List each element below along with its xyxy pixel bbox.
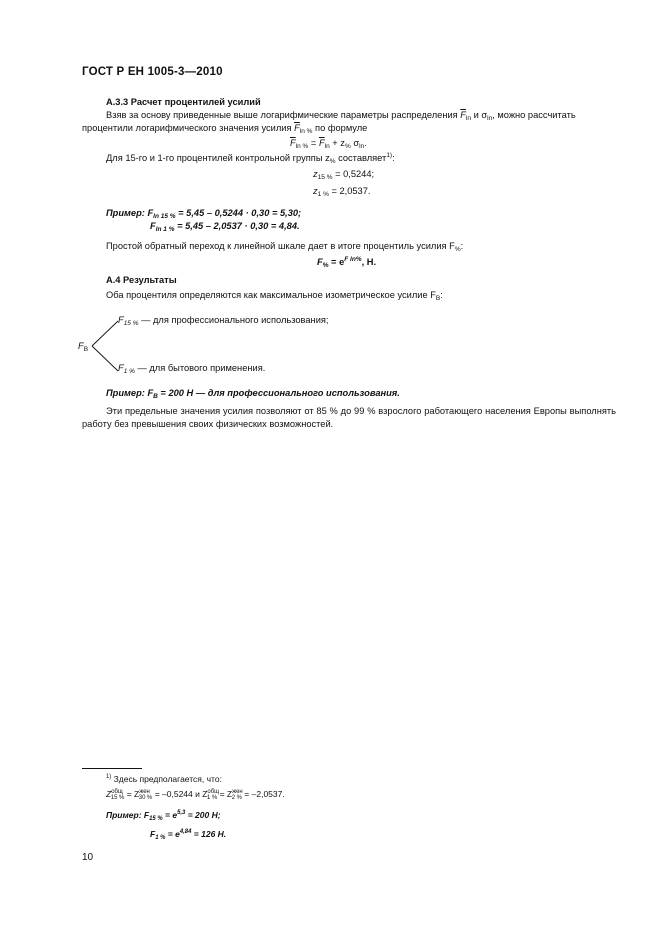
paragraph-line: процентили логарифмического значения усилия $\overline{F}_{ln \%}$ по формуле [82, 123, 368, 135]
footnote-example: Пример: $F_{15 \%} = e^{5,3} = 200$ Н; [106, 810, 221, 822]
example-line: $F_{ln 1 \%} = 5,45 - 2,0537 \cdot 0,30 = 4,84$. [150, 221, 300, 233]
paragraph-line: Для 15-го и 1-го процентилей контрольной группы $z_{\%}$ составляет$^{1)}$: [106, 152, 395, 165]
branch-root-label: $F_B$ [78, 341, 89, 353]
paragraph-line: Простой обратный переход к линейной шкале дает в итоге процентиль усилия $F_{\%}$: [106, 241, 464, 253]
results-paragraph: Эти предельные значения усилия позволяют от 85 % до 99 % взрослого работающего населения Европы выполнять работу без превышения своих физических возможностей. [82, 406, 616, 429]
footnote-line: $^{1)}$ Здесь предполагается, что: [106, 774, 222, 784]
formula-exp: $F_{\%} = e^{F ln\%}$, Н. [317, 256, 377, 269]
paragraph-line: Взяв за основу приведенные выше логарифмические параметры распределения $\overline{F}_{ln}$ и $\sigma_{ln}$, можно рассчитать [106, 110, 576, 122]
formula-z1: $z_{1 \%} = 2,0537$. [313, 186, 371, 198]
formula-percentile-log: $\overline{F}_{ln \%} = \overline{F}_{ln} + z_{\%}$ $\sigma_{ln}$. [290, 138, 367, 150]
formula-z15: $z_{15 \%} = 0,5244$; [313, 169, 375, 181]
footnote-example: $F_{1 \%} = e^{4,84} = 126$ Н. [150, 829, 227, 841]
section-heading-a4: А.4 Результаты [106, 275, 177, 285]
branch-top-item: $F_{15 \%}$ — для профессионального использования; [118, 315, 329, 327]
paragraph-line: Оба процентиля определяются как максимальное изометрическое усилие $F_B$: [106, 290, 443, 302]
branch-bottom-item: $F_{1 \%}$ — для бытового применения. [118, 363, 266, 375]
example-line: Пример: $F_B = 200$ Н — для профессионального использования. [106, 388, 400, 400]
footnote-formula: $Z^{общ}_{15 \%} = Z^{жен}_{30 \%} = -0,5244$ и $Z^{общ}_{1 \%} = Z^{жен}_{2 \%} = -2,0537$. [106, 789, 285, 801]
section-heading-a33: А.3.3 Расчет процентилей усилий [106, 97, 261, 107]
footnote-rule [82, 768, 142, 769]
example-line: Пример: $F_{ln 15 \%} = 5,45 - 0,5244 \cdot 0,30 = 5,30$; [106, 208, 302, 220]
document-header: ГОСТ Р ЕН 1005-3—2010 [82, 66, 223, 78]
branch-lines [90, 318, 120, 374]
page-number: 10 [82, 852, 94, 863]
